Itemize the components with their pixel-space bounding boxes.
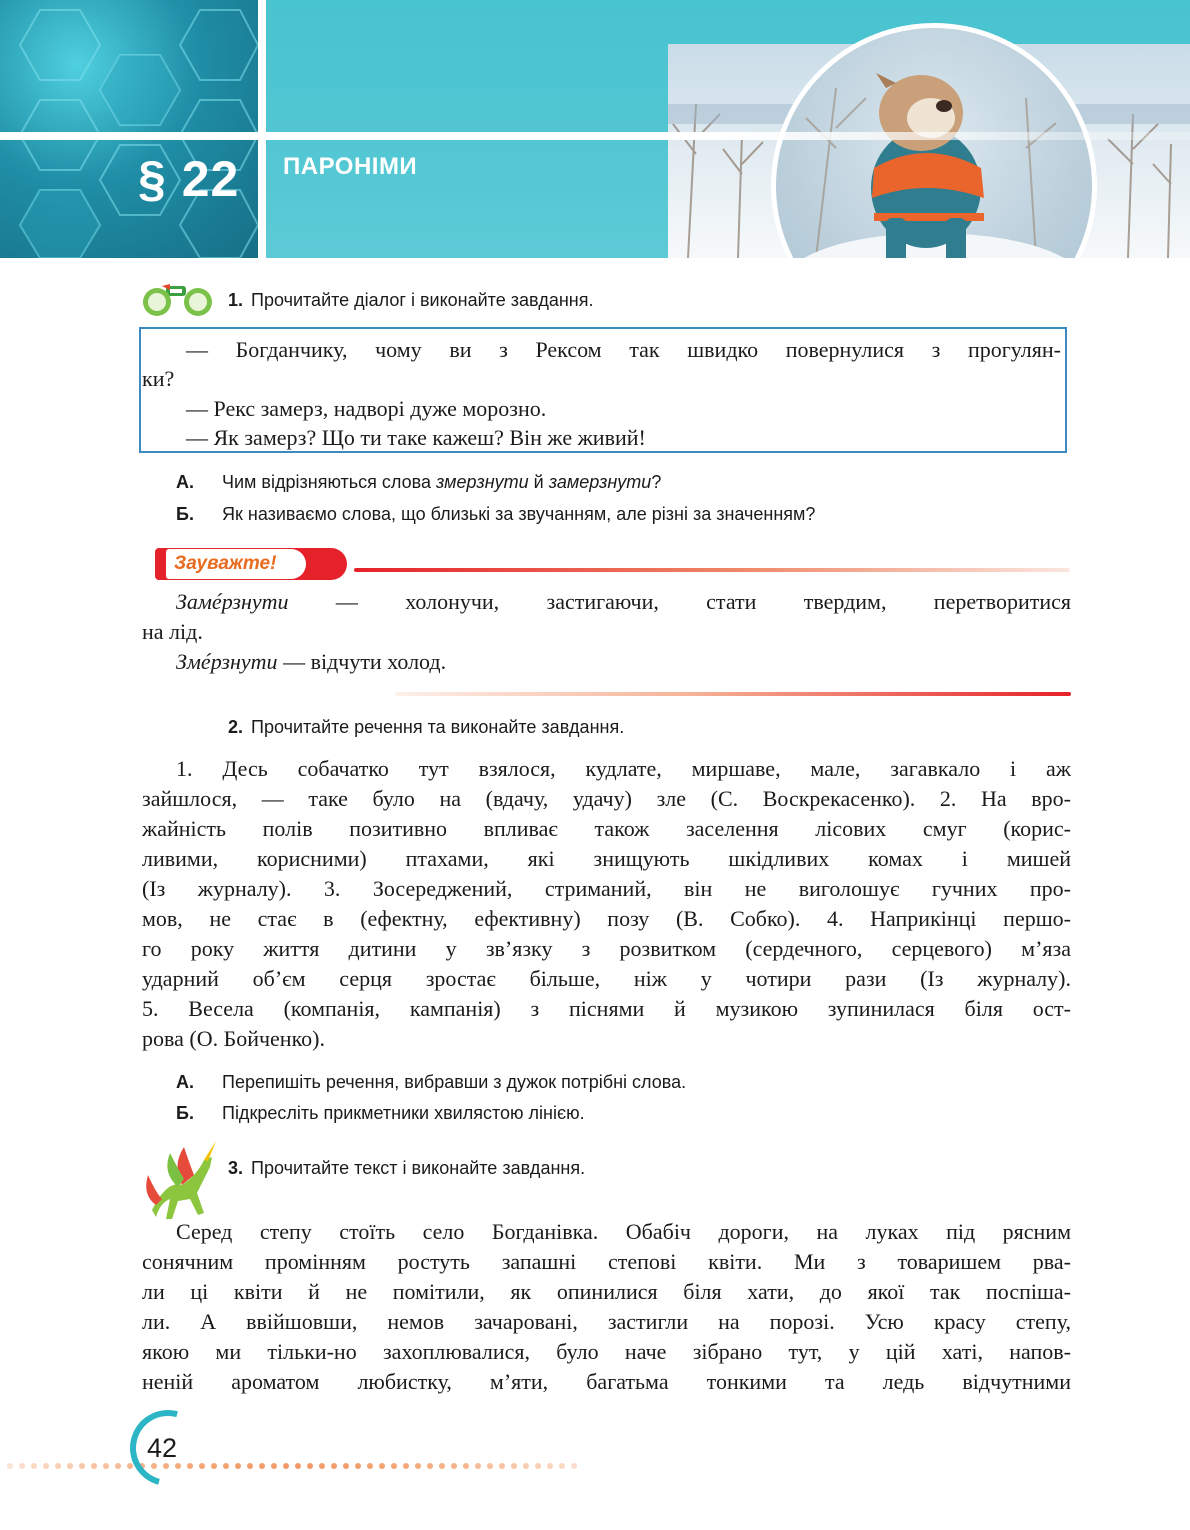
task-number: 3. <box>228 1158 244 1178</box>
footer-dot <box>271 1463 277 1469</box>
footer-dot <box>67 1463 73 1469</box>
task-instruction: Прочитайте текст і виконайте завдання. <box>251 1158 586 1178</box>
dialog-line: — Рекс замерз, надворі дуже морозно. <box>186 396 547 421</box>
footer-dot <box>7 1463 13 1469</box>
footer-dot <box>463 1463 469 1469</box>
task-3-line: сонячним промінням ростуть запашні степові квіти. Ми з товаришем рва- <box>142 1249 1071 1274</box>
question-label: Б. <box>176 504 194 524</box>
question-label: А. <box>176 472 194 492</box>
footer-dot <box>223 1463 229 1469</box>
note-label: Зауважте! <box>166 549 306 579</box>
task-2-line: ливими, корисними) птахами, які знищують шкідливих комах і мишей <box>142 846 1071 871</box>
question-a <box>176 1072 686 1093</box>
task-3-line: ли ці квіти й не помітили, як опинилися біля хати, до якої так поспіша- <box>142 1279 1071 1304</box>
question-label: А. <box>176 1072 194 1092</box>
note-divider-top <box>354 568 1070 572</box>
footer-dot <box>79 1463 85 1469</box>
chapter-header <box>0 0 1190 258</box>
footer-dot <box>571 1463 577 1469</box>
footer-dot <box>343 1463 349 1469</box>
footer-dot <box>127 1463 133 1469</box>
footer-dot <box>19 1463 25 1469</box>
footer-dot <box>115 1463 121 1469</box>
footer-dot <box>43 1463 49 1469</box>
task-3-line: Серед степу стоїть село Богданівка. Обабіч дороги, на луках під рясним <box>176 1219 1071 1244</box>
footer-dot <box>355 1463 361 1469</box>
question-text: Чим відрізняються слова <box>222 472 437 492</box>
dialog-line: ки? <box>142 366 175 391</box>
task-3-line: якою ми тільки-но захоплювалися, було наче зібрано тут, у цій хаті, напов- <box>142 1339 1071 1364</box>
task-2-line: ударний об’єм серця зростає більше, ніж у чотири рази (Із журналу). <box>142 966 1071 991</box>
footer-dot <box>259 1463 265 1469</box>
task-1-heading <box>228 290 594 311</box>
footer-dot <box>451 1463 457 1469</box>
header-vertical-divider <box>258 0 266 258</box>
section-title: ПАРОНІМИ <box>283 153 418 180</box>
task-instruction: Прочитайте речення та виконайте завдання. <box>251 717 625 737</box>
task-number: 2. <box>228 717 244 737</box>
section-number: § 22 <box>138 151 240 207</box>
footer-dot <box>307 1463 313 1469</box>
task-3-line: ли. А ввійшовши, немов зачаровані, застигли на порозі. Усю красу степу, <box>142 1309 1071 1334</box>
footer-dot <box>547 1463 553 1469</box>
task-number: 1. <box>228 290 244 310</box>
question-text: Перепишіть речення, вибравши з дужок потрібні слова. <box>222 1072 687 1092</box>
footer-dot <box>55 1463 61 1469</box>
task-3-line: неній ароматом любистку, м’яти, багатьма тонкими та ледь відчутними <box>142 1369 1071 1394</box>
note-divider-bottom <box>395 692 1071 696</box>
footer-dot <box>511 1463 517 1469</box>
footer-dot <box>331 1463 337 1469</box>
note-definition-2 <box>176 647 446 677</box>
footer-dot <box>31 1463 37 1469</box>
footer-dot <box>487 1463 493 1469</box>
footer-dot <box>235 1463 241 1469</box>
question-text: Як називаємо слова, що близькі за звучанням, але різні за значенням? <box>222 504 816 524</box>
footer-dot <box>211 1463 217 1469</box>
note-definition-1 <box>176 587 1071 617</box>
page-number: 42 <box>147 1433 178 1463</box>
binoculars-icon <box>140 282 216 318</box>
task-2-line: рова (О. Бойченко). <box>142 1026 325 1051</box>
task-2-line: го року життя дитини у зв’язку з розвитком (сердечного, серцевого) м’яза <box>142 936 1071 961</box>
footer-dot <box>295 1463 301 1469</box>
task-2-line: 5. Весела (компанія, кампанія) з піснями й музикою зупинилася біля ост- <box>142 996 1071 1021</box>
unicorn-icon <box>142 1135 222 1225</box>
footer-dot <box>367 1463 373 1469</box>
question-text: й <box>528 472 549 492</box>
footer-dot <box>283 1463 289 1469</box>
italic-word: замерзнути <box>548 472 652 492</box>
question-a <box>176 472 661 493</box>
footer-dot <box>103 1463 109 1469</box>
footer-dot <box>379 1463 385 1469</box>
footer-dot <box>439 1463 445 1469</box>
question-b <box>176 504 815 525</box>
footer-dot <box>91 1463 97 1469</box>
task-instruction: Прочитайте діалог і виконайте завдання. <box>251 290 594 310</box>
task-2-heading <box>228 717 624 738</box>
dialog-line: — Богданчику, чому ви з Рексом так швидко повернулися з прогулян- <box>186 337 1061 362</box>
definition-text: — холонучи, застигаючи, стати твердим, перетворитися <box>288 589 1071 614</box>
task-2-line: 1. Десь собачатко тут взялося, кудлате, миршаве, мале, загавкало і аж <box>176 756 1071 781</box>
italic-word: змерзнути <box>436 472 529 492</box>
footer-dot <box>559 1463 565 1469</box>
task-2-line: жайність полів позитивно впливає також заселення лісових смуг (корис- <box>142 816 1071 841</box>
footer-dot <box>391 1463 397 1469</box>
dialog-line: — Як замерз? Що ти таке кажеш? Він же живий! <box>186 425 646 450</box>
footer-dot <box>247 1463 253 1469</box>
footer-dot <box>319 1463 325 1469</box>
hexagon-pattern <box>0 0 258 258</box>
task-3-heading <box>228 1158 585 1179</box>
footer-dot <box>427 1463 433 1469</box>
footer-dot <box>535 1463 541 1469</box>
footer-dot <box>499 1463 505 1469</box>
footer-dots <box>0 1460 600 1472</box>
task-2-line: (Із журналу). 3. Зосереджений, стриманий, він не виголошує гучних про- <box>142 876 1071 901</box>
footer-dot <box>415 1463 421 1469</box>
header-horizontal-divider <box>0 132 1190 140</box>
definition-text: — відчути холод. <box>277 649 447 674</box>
footer-dot <box>523 1463 529 1469</box>
question-text: ? <box>651 472 662 492</box>
note-definition-1-cont: на лід. <box>142 619 203 644</box>
task-2-line: мов, не стає в (ефектну, ефективну) позу (В. Собко). 4. Наприкінці першо- <box>142 906 1071 931</box>
question-text: Підкресліть прикметники хвилястою лінією. <box>222 1103 585 1123</box>
question-b <box>176 1103 585 1124</box>
term-zmerznuty: Змéрзнути <box>176 649 278 674</box>
question-label: Б. <box>176 1103 194 1123</box>
footer-dot <box>475 1463 481 1469</box>
term-zamerznuty: Замéрзнути <box>176 589 289 614</box>
task-2-line: зайшлося, — таке було на (вдачу, удачу) зле (С. Воскрекасенко). 2. На вро- <box>142 786 1071 811</box>
footer-dot <box>403 1463 409 1469</box>
